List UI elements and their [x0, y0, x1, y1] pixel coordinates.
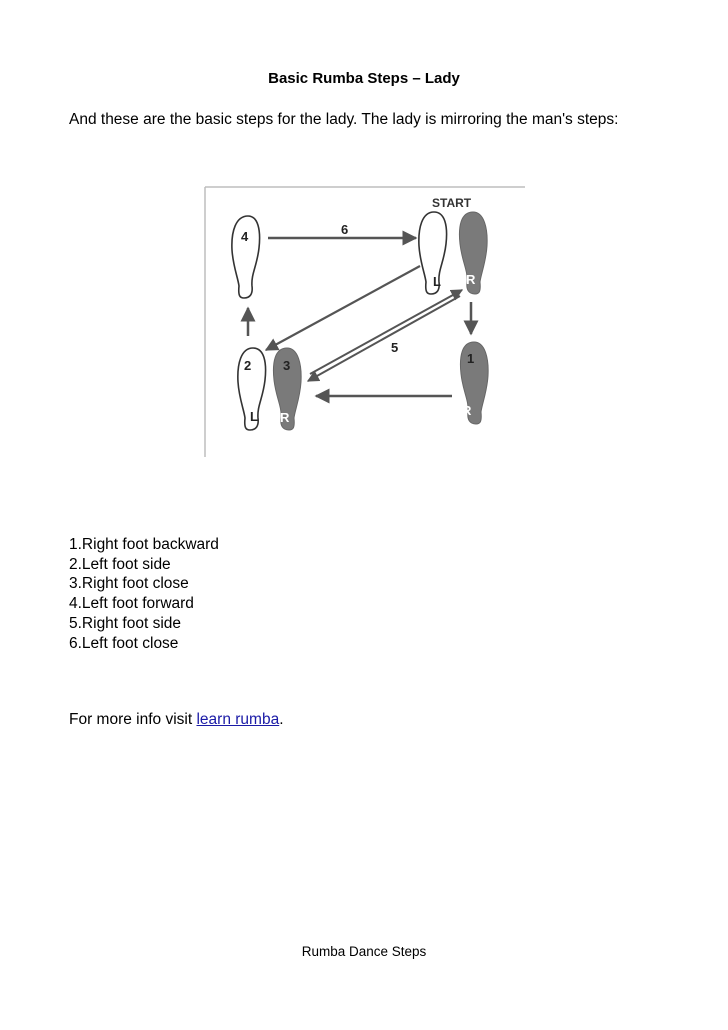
step-3-foot-letter: R [280, 410, 290, 425]
step-number-3: 3 [283, 358, 291, 373]
list-item: 4.Left foot forward [69, 595, 194, 613]
step-2-foot-letter: L [250, 409, 258, 424]
start-left-foot-letter: L [433, 274, 441, 289]
step-number-5: 5 [391, 340, 399, 355]
list-item: 3.Right foot close [69, 575, 189, 593]
list-item: 2.Left foot side [69, 555, 171, 573]
arrow-diagonal-to-2 [266, 266, 420, 350]
more-info-suffix: . [279, 711, 284, 728]
list-item: 1.Right foot backward [69, 536, 219, 553]
start-right-foot-letter: R [466, 272, 476, 287]
step-number-4: 4 [241, 229, 249, 244]
learn-rumba-link[interactable]: learn rumba [196, 711, 280, 728]
more-info-prefix: For more info visit [69, 711, 197, 728]
step-1-foot-letter: R [462, 403, 472, 418]
list-item: 5.Right foot side [69, 614, 182, 632]
step-number-6: 6 [341, 222, 349, 237]
step-number-2: 2 [244, 358, 252, 373]
more-info-line [69, 711, 284, 729]
start-label: START [432, 196, 472, 210]
diagram-svg [204, 186, 526, 458]
arrow-step-5-a [308, 296, 460, 381]
page-footer: Rumba Dance Steps [301, 944, 427, 959]
steps-list [69, 535, 219, 653]
page-title: Basic Rumba Steps – Lady [268, 70, 460, 87]
list-item: 6.Left foot close [69, 634, 179, 652]
rumba-steps-diagram [204, 186, 526, 458]
step-number-1: 1 [467, 351, 475, 366]
arrow-step-5-b [310, 290, 462, 374]
intro-paragraph: And these are the basic steps for the lady. The lady is mirroring the man's steps: [69, 111, 619, 128]
